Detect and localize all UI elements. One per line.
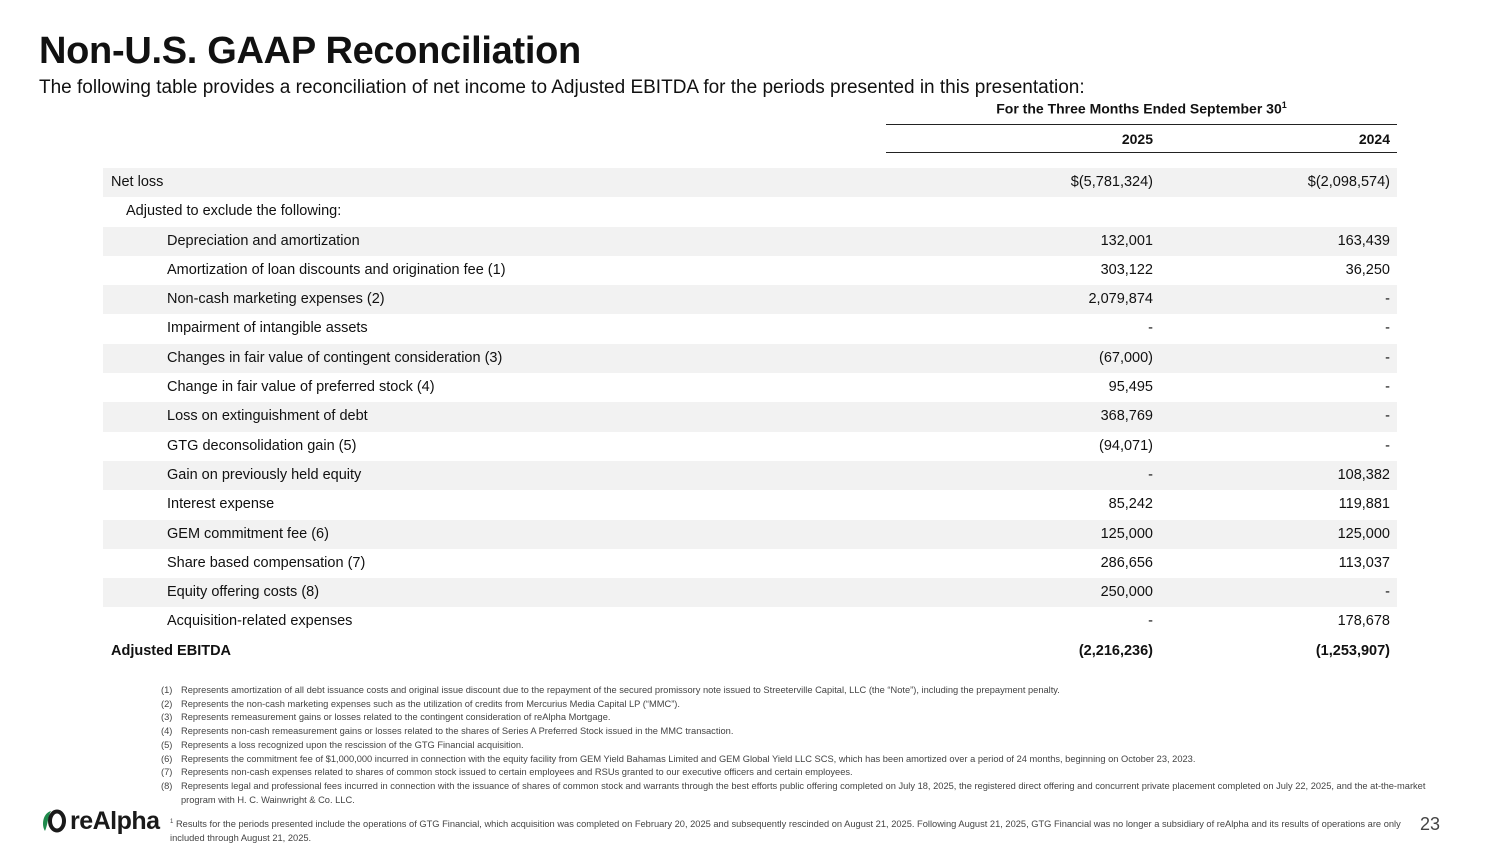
note-item: [161, 684, 1441, 698]
table-row: [103, 520, 1397, 549]
note-text: Represents non-cash expenses related to shares of common stock issued to certain employees and RSUs granted to our executive officers and certain employees.: [181, 767, 853, 778]
note-number: (2): [161, 698, 173, 709]
table-row: [103, 256, 1397, 285]
period-header: [886, 100, 1397, 117]
row-label: GEM commitment fee (6): [167, 525, 329, 542]
column-header-2024: 2024: [1358, 131, 1390, 147]
footnote-marker: 1: [170, 819, 174, 825]
table-row: [103, 168, 1397, 197]
value-2025: (67,000): [1098, 349, 1153, 366]
value-2025: 250,000: [1100, 584, 1153, 601]
footnote-text: Results for the periods presented include the operations of GTG Financial, which acquisition was completed on February 20, 2025 and subsequently rescinded on August 21, 2025. Following August 21, 2025, GTG Financial was no longer a subsidiary of reAlpha and its results of operations are only included through August 21, 2025.: [170, 819, 1401, 843]
row-label: Acquisition-related expenses: [167, 613, 353, 630]
notes-list: [161, 684, 1441, 807]
value-2025: -: [1148, 613, 1153, 630]
value-2025: $(5,781,324): [1070, 174, 1153, 190]
note-text: Represents amortization of all debt issuance costs and original issue discount due to the repayment of the secured promissory note issued to Streeterville Capital, LLC (the “Note”), including the prepayment penalty.: [181, 685, 1060, 695]
period-header-superscript: 1: [1281, 100, 1287, 110]
page-title: Non-U.S. GAAP Reconciliation: [39, 30, 581, 72]
total-row: [103, 637, 1397, 666]
note-item: [161, 698, 1441, 712]
value-2025: -: [1148, 466, 1153, 483]
row-label: GTG deconsolidation gain (5): [167, 437, 357, 454]
reconciliation-table: [103, 168, 1397, 666]
row-label: Adjusted EBITDA: [111, 642, 232, 659]
value-2024: -: [1385, 349, 1390, 366]
value-2025: 2,079,874: [1088, 291, 1153, 308]
value-2024: (1,253,907): [1315, 642, 1390, 659]
table-row: [103, 607, 1397, 636]
value-2024: 36,250: [1345, 261, 1390, 278]
header-rule-top: [886, 124, 1397, 125]
table-row: [103, 197, 1397, 226]
value-2024: -: [1385, 437, 1390, 454]
row-label: Non-cash marketing expenses (2): [167, 291, 385, 308]
note-number: (3): [161, 712, 173, 723]
table-row: [103, 490, 1397, 519]
note-item: [161, 711, 1441, 725]
page-number: 23: [1420, 814, 1441, 834]
note-item: [161, 753, 1441, 767]
row-label: Interest expense: [167, 496, 275, 513]
note-number: (1): [161, 685, 173, 695]
note-item: [161, 780, 1441, 807]
value-2024: 125,000: [1337, 525, 1390, 542]
note-number: (6): [161, 753, 173, 764]
value-2025: 132,001: [1100, 232, 1153, 249]
value-2024: $(2,098,574): [1307, 174, 1390, 190]
table-row: [103, 227, 1397, 256]
value-2024: 163,439: [1337, 232, 1390, 249]
row-label: Net loss: [111, 174, 164, 190]
note-number: (8): [161, 780, 173, 791]
value-2025: 125,000: [1100, 525, 1153, 542]
table-row: [103, 373, 1397, 402]
value-2025: 286,656: [1100, 554, 1153, 571]
row-label: Equity offering costs (8): [167, 584, 320, 601]
value-2025: (2,216,236): [1078, 642, 1153, 659]
row-label: Adjusted to exclude the following:: [126, 203, 342, 220]
row-label: Loss on extinguishment of debt: [167, 408, 368, 425]
row-label: Changes in fair value of contingent consideration (3): [167, 349, 503, 366]
value-2024: 113,037: [1338, 554, 1390, 571]
note-text: Represents the commitment fee of $1,000,000 incurred in connection with the equity facility from GEM Yield Bahamas Limited and GEM Global Yield LLC SCS, which has been amortized over a period of 24 months, beginning on October 23, 2023.: [181, 753, 1196, 764]
table-row: [103, 402, 1397, 431]
value-2024: -: [1385, 408, 1390, 425]
note-text: Represents remeasurement gains or losses related to the contingent consideration of reAlpha Mortgage.: [181, 712, 611, 723]
note-item: [161, 725, 1441, 739]
value-2025: 95,495: [1108, 379, 1153, 396]
note-number: (7): [161, 767, 173, 778]
table-row: [103, 549, 1397, 578]
note-text: Represents the non-cash marketing expenses such as the utilization of credits from Mercurius Media Capital LP (“MMC”).: [181, 698, 680, 709]
value-2024: 178,678: [1337, 613, 1390, 630]
row-label: Depreciation and amortization: [167, 232, 360, 249]
note-text: Represents non-cash remeasurement gains or losses related to the shares of Series A Preferred Stock issued in the MMC transaction.: [181, 726, 734, 737]
note-number: (5): [161, 739, 173, 750]
table-row: [103, 461, 1397, 490]
value-2025: -: [1148, 320, 1153, 337]
note-text: Represents legal and professional fees incurred in connection with the issuance of shares of common stock and warrants through the best efforts public offering completed on July 18, 2025, the registered direct offering and concurrent private placement completed on July 22, 2025, and the at-the-market program with H. C. Wainwright & Co. LLC.: [181, 780, 1426, 805]
table-row: [103, 314, 1397, 343]
row-label: Gain on previously held equity: [167, 466, 362, 483]
row-label: Share based compensation (7): [167, 554, 366, 571]
note-number: (4): [161, 726, 173, 737]
table-row: [103, 285, 1397, 314]
table-row: [103, 578, 1397, 607]
value-2024: -: [1385, 584, 1390, 601]
value-2025: (94,071): [1098, 437, 1153, 454]
logo-wordmark: reAlpha: [70, 806, 160, 835]
value-2025: 303,122: [1100, 261, 1153, 278]
realpha-logo-icon: [39, 807, 67, 835]
value-2025: 85,242: [1108, 496, 1153, 513]
row-label: Amortization of loan discounts and origination fee (1): [167, 261, 506, 278]
value-2024: -: [1385, 379, 1390, 396]
note-text: Represents a loss recognized upon the rescission of the GTG Financial acquisition.: [181, 739, 524, 750]
value-2024: 119,881: [1338, 496, 1390, 513]
note-item: [161, 739, 1441, 753]
row-label: Change in fair value of preferred stock (4): [167, 379, 435, 396]
header-rule-bottom: [886, 152, 1397, 153]
period-header-text: For the Three Months Ended September 30: [996, 100, 1282, 117]
column-header-2025: 2025: [1121, 131, 1153, 147]
value-2024: -: [1385, 320, 1390, 337]
table-row: [103, 432, 1397, 461]
value-2025: 368,769: [1100, 408, 1153, 425]
row-label: Impairment of intangible assets: [167, 320, 368, 337]
value-2024: 108,382: [1337, 466, 1390, 483]
table-row: [103, 344, 1397, 373]
company-logo: [39, 806, 160, 836]
footnote: [170, 816, 1410, 846]
value-2024: -: [1385, 291, 1390, 308]
note-item: [161, 766, 1441, 780]
page-subtitle: The following table provides a reconciliation of net income to Adjusted EBITDA for the periods presented in this presentation:: [39, 77, 1085, 98]
